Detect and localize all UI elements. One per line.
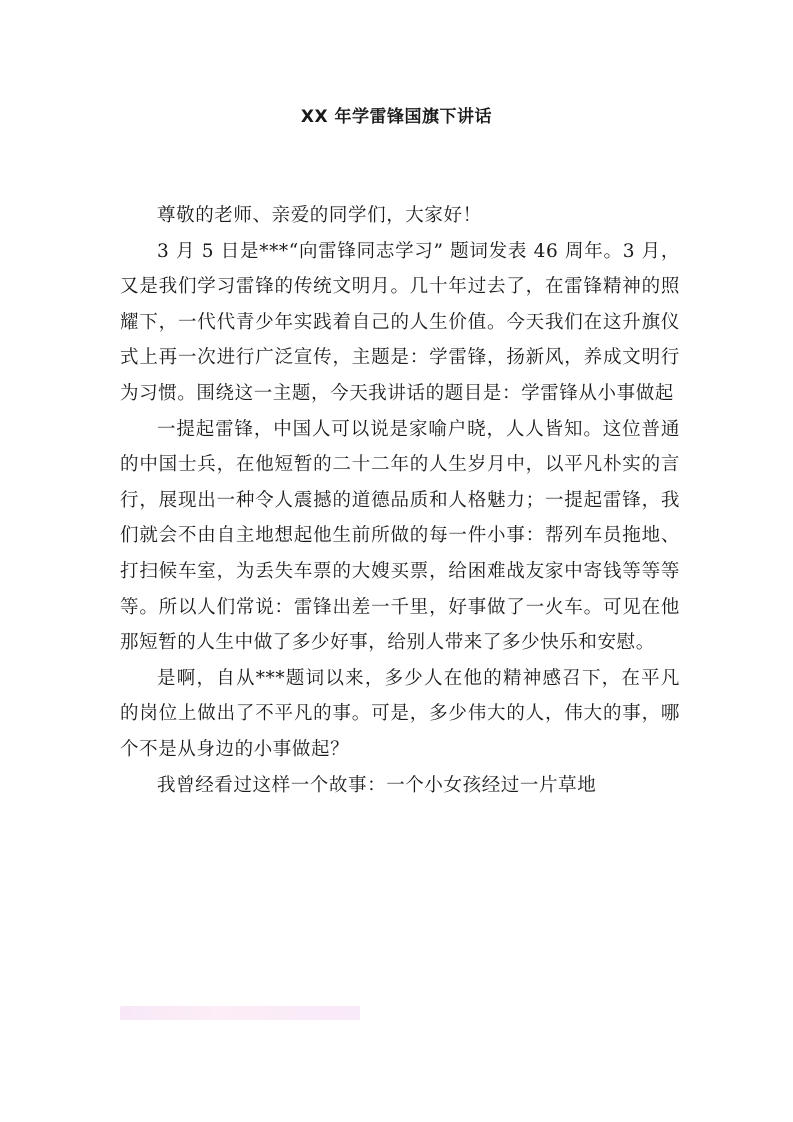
paragraph-story: 我曾经看过这样一个故事：一个小女孩经过一片草地 — [157, 774, 597, 796]
paragraph-leifeng: 一提起雷锋，中国人可以说是家喻户晓，人人皆知。这位普通的中国士兵，在他短暂的二十二年的人生岁月中，以平凡朴实的言行，展现出一种令人震撼的道德品质和人格魅力；一提起雷锋，我们就会不由自主地想起他生前所做的每一件小事：帮列车员拖地、打扫候车室，为丢失车票的大嫂买票，给困难战友家中寄钱等等等等。所以人们常说：雷锋出差一千里，好事做了一火车。可见在他那短暂的人生中做了多少好事，给别人带来了多少快乐和安慰。 — [120, 418, 680, 654]
paragraph-inspiration: 是啊，自从***题词以来，多少人在他的精神感召下，在平凡的岗位上做出了不平凡的事。可是，多少伟大的人，伟大的事，哪个不是从身边的小事做起？ — [120, 667, 680, 760]
faded-watermark — [120, 1006, 360, 1020]
paragraph-intro: 3 月 5 日是***“向雷锋同志学习” 题词发表 46 周年。3 月，又是我们学习雷锋的传统文明月。几十年过去了，在雷锋精神的照耀下，一代代青少年实践着自己的人生价值。今天我们在这升旗仪式上再一次进行广泛宣传，主题是：学雷锋，扬新风，养成文明行为习惯。围绕这一主题，今天我讲话的题目是：学雷锋从小事做起 — [120, 240, 680, 404]
paragraph-greeting: 尊敬的老师、亲爱的同学们，大家好！ — [157, 205, 482, 226]
page-title: XX 年学雷锋国旗下讲话 — [300, 107, 493, 127]
document-body — [120, 198, 680, 803]
